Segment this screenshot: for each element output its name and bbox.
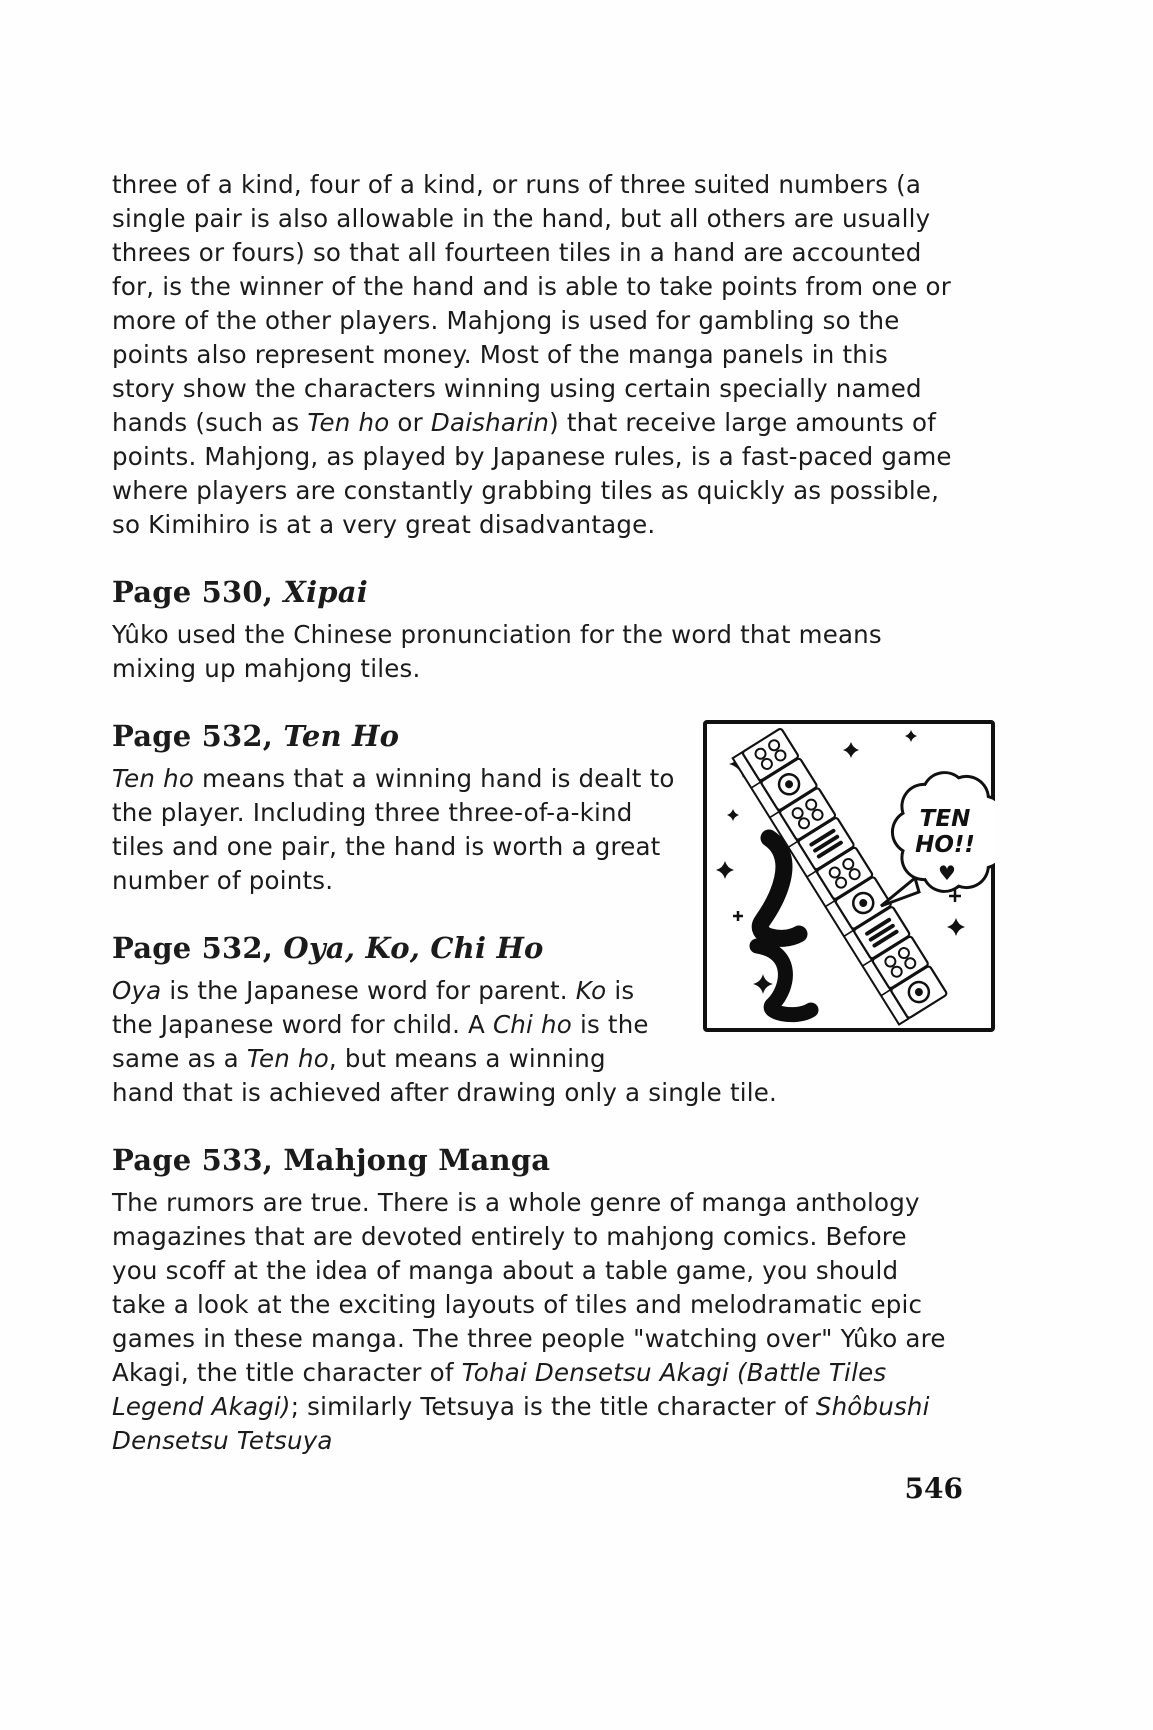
section-heading-xipai: Page 530, Xipai (112, 575, 368, 609)
section-body-xipai: Yûko used the Chinese pronunciation for the word that means mixing up mahjong tiles. (112, 620, 882, 683)
section-body-oya-ko-chi-ho: Oya is the Japanese word for parent. Ko is the Japanese word for child. A Chi ho is the same as a Ten ho, but means a winning hand that is achieved after drawing only a single tile. (112, 976, 778, 1107)
content-column (112, 168, 975, 1468)
page-number: 546 (904, 1472, 963, 1505)
section-heading-oya-ko-chi-ho: Page 532, Oya, Ko, Chi Ho (112, 931, 544, 965)
manga-panel-svg (703, 720, 995, 1032)
intro-paragraph: three of a kind, four of a kind, or runs of three suited numbers (a single pair is also allowable in the hand, but all others are usually threes or fours) so that all fourteen tiles in a hand are accounted for, is the winner of the hand and is able to take points from one or more of the other players. Mahjong is used for gambling so the points also represent money. Most of the manga panels in this story show the characters winning using certain specially named hands (such as Ten ho or Daisharin) that receive large amounts of points. Mahjong, as played by Japanese rules, is a fast-paced game where players are constantly grabbing tiles as quickly as possible, so Kimihiro is at a very great disadvantage. (112, 170, 952, 539)
section-mahjong-manga (112, 1142, 957, 1458)
section-body-mahjong-manga: The rumors are true. There is a whole genre of manga anthology magazines that are devoted entirely to mahjong comics. Before you scoff at the idea of manga about a table game, you should take a look at the exciting layouts of tiles and melodramatic epic games in these manga. The three people "watching over" Yûko are Akagi, the title character of Tohai Densetsu Akagi (Battle Tiles Legend Akagi); similarly Tetsuya is the title character of Shôbushi Densetsu Tetsuya (112, 1188, 946, 1455)
manga-panel-illustration (703, 720, 995, 1032)
section-body-ten-ho: Ten ho means that a winning hand is dealt to the player. Including three three-of-a-kind tiles and one pair, the hand is worth a great number of points. (112, 764, 675, 895)
section-xipai (112, 574, 957, 686)
section-heading-mahjong-manga: Page 533, Mahjong Manga (112, 1143, 551, 1177)
speech-bubble-text-line1: TEN (919, 806, 971, 832)
section-heading-ten-ho: Page 532, Ten Ho (112, 719, 400, 753)
speech-bubble-text-line2: HO!! (915, 832, 975, 858)
section-ten-ho (112, 718, 975, 898)
heart-icon: ♥ (938, 861, 956, 885)
